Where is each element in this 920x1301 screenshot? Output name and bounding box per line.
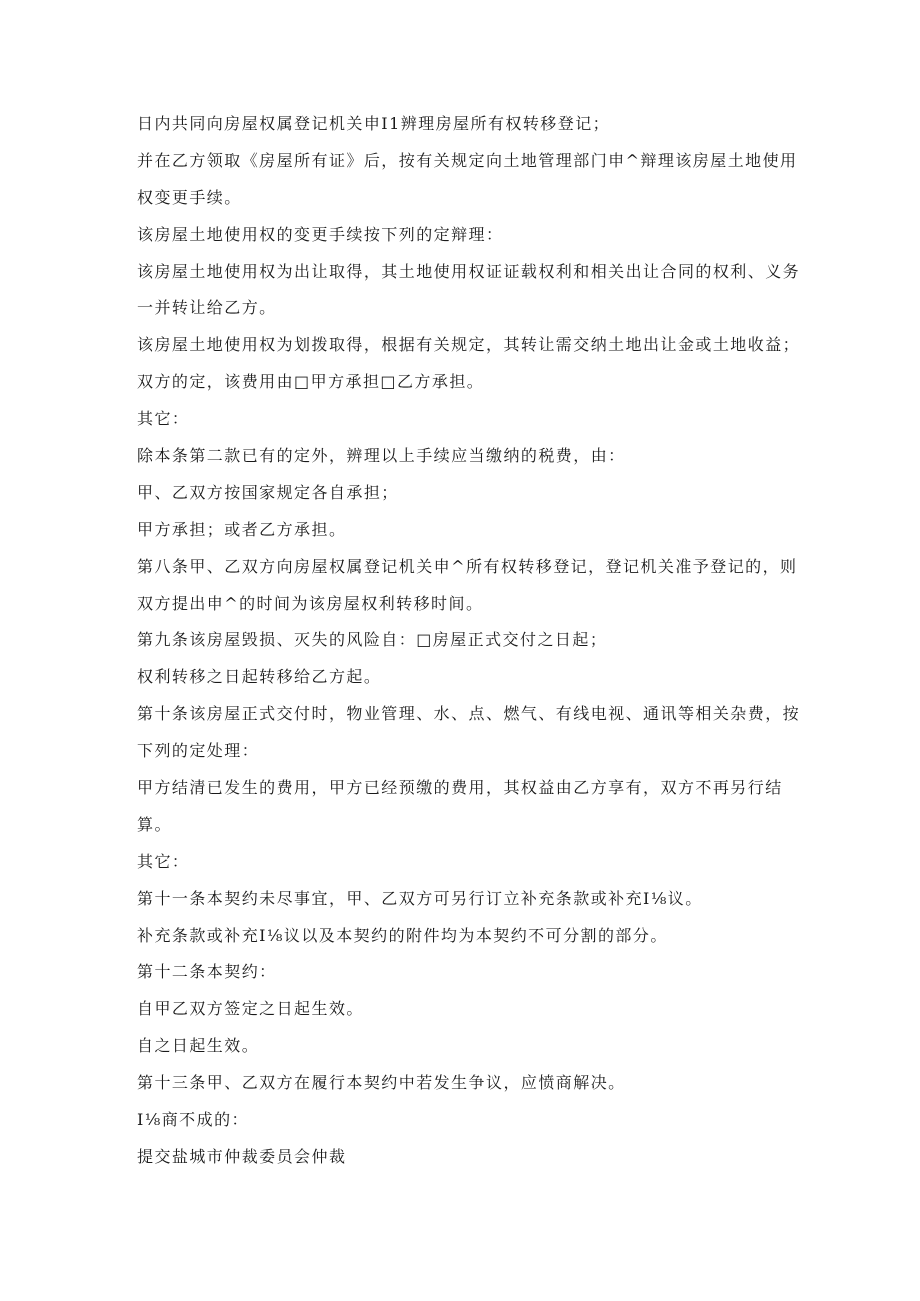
text-line-27: 第十三条甲、乙双方在履行本契约中若发生争议，应愤商解决。 xyxy=(137,1073,626,1093)
text-line-24: 第十二条本契约： xyxy=(137,962,277,982)
text-line-16: 权利转移之日起转移给乙方起。 xyxy=(137,667,382,687)
text-line-13: 第八条甲、乙双方向房屋权属登记机关申^所有权转移登记，登记机关准予登记的，则 xyxy=(137,556,798,576)
text-line-12: 甲方承担；或者乙方承担。 xyxy=(137,519,347,539)
text-line-28: I⅛商不成的： xyxy=(137,1110,249,1130)
text-line-21: 其它： xyxy=(137,851,190,871)
text-line-5: 该房屋土地使用权为出让取得，其土地使用权证证载权利和相关出让合同的权利、义务 xyxy=(137,261,801,281)
text-line-3: 权变更手续。 xyxy=(137,187,242,207)
text-line-9: 其它： xyxy=(137,409,190,429)
text-line-22: 第十一条本契约未尽事宜，甲、乙双方可另行订立补充条款或补充I⅛议。 xyxy=(137,888,703,908)
text-line-19: 甲方结清已发生的费用，甲方已经预缴的费用，其权益由乙方享有，双方不再另行结 xyxy=(137,778,783,798)
text-line-20: 算。 xyxy=(137,814,172,834)
text-line-15: 第九条该房屋毁损、灭失的风险自：□房屋正式交付之日起； xyxy=(137,630,608,650)
text-line-29: 提交盐城市仲裁委员会仲裁 xyxy=(137,1146,347,1166)
text-line-25: 自甲乙双方签定之日起生效。 xyxy=(137,999,364,1019)
text-line-1: 日内共同向房屋权属登记机关申I1辨理房屋所有权转移登记； xyxy=(137,114,611,133)
text-line-7: 该房屋土地使用权为划拨取得，根据有关规定，其转让需交纳土地出让金或土地收益； xyxy=(137,335,801,355)
document-body xyxy=(137,114,801,1184)
text-line-8: 双方的定，该费用由□甲方承担□乙方承担。 xyxy=(137,372,485,392)
text-line-2: 并在乙方领取《房屋所有证》后，按有关规定向土地管理部门申^辩理该房屋土地使用 xyxy=(137,150,798,170)
text-line-4: 该房屋土地使用权的变更手续按下列的定辩理： xyxy=(137,224,504,244)
text-line-14: 双方提出申^的时间为该房屋权利转移时间。 xyxy=(137,593,484,613)
text-line-11: 甲、乙双方按国家规定各自承担； xyxy=(137,482,399,502)
text-line-10: 除本条第二款已有的定外，辨理以上手续应当缴纳的税费，由： xyxy=(137,446,626,466)
text-line-17: 第十条该房屋正式交付时，物业管理、水、点、燃气、有线电视、通讯等相关杂费，按 xyxy=(137,704,801,724)
text-line-23: 补充条款或补充I⅛议以及本契约的附件均为本契约不可分割的部分。 xyxy=(137,925,668,945)
text-line-18: 下列的定处理： xyxy=(137,741,260,761)
text-line-6: 一并转让给乙方。 xyxy=(137,298,277,318)
text-line-26: 自之日起生效。 xyxy=(137,1036,260,1056)
